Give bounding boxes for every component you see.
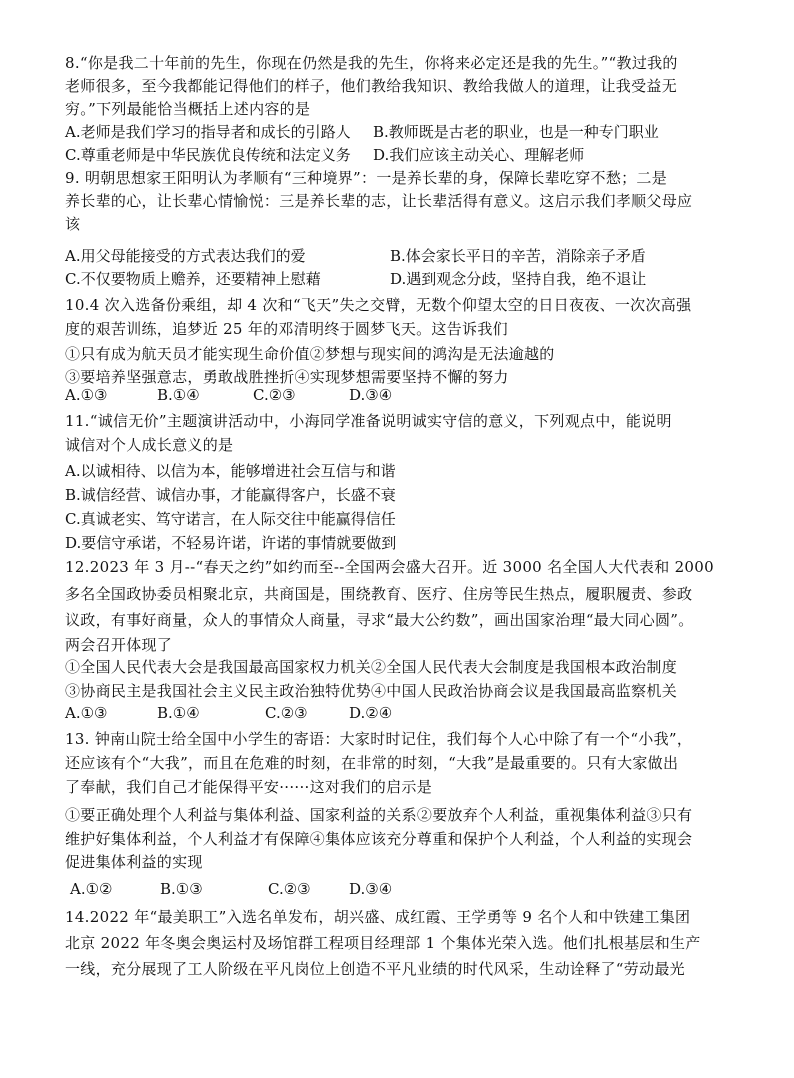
q14-stem-line-2: 北京 2022 年冬奥会奥运村及场馆群工程项目经理部 1 个集体光荣入选。他们扎根基层和生产 xyxy=(65,934,701,952)
q13-stem-line-1: 13. 钟南山院士给全国中小学生的寄语：大家时时记住，我们每个人心中除了有一个“小我”， xyxy=(65,730,693,748)
q10-option-c: C.②③ xyxy=(253,386,296,404)
q12-stem-line-1: 12.2023 年 3 月--“春天之约”如约而至--全国两会盛大召开。近 3000 名全国人大代表和 2000 xyxy=(65,558,714,576)
q12-stem-line-3: 议政，有事好商量，众人的事情众人商量，寻求“最大公约数”，画出国家治理“最大同心圆”。 xyxy=(65,611,694,629)
q11-option-d: D.要信守承诺，不轻易许诺，许诺的事情就要做到 xyxy=(65,534,397,552)
q12-option-c: C.②③ xyxy=(265,704,308,722)
q9-option-d: D.遇到观念分歧，坚持自我，绝不退让 xyxy=(390,270,647,288)
q10-option-b: B.①④ xyxy=(157,386,200,404)
q13-option-a: A.①② xyxy=(70,880,113,898)
q10-stem-line-2: 度的艰苦训练，追梦近 25 年的邓清明终于圆梦飞天。这告诉我们 xyxy=(65,320,508,338)
q9-option-b: B.体会家长平日的辛苦，消除亲子矛盾 xyxy=(390,247,646,265)
q8-option-d: D.我们应该主动关心、理解老师 xyxy=(373,146,585,164)
q13-option-d: D.③④ xyxy=(349,880,393,898)
q13-statements-3: 促进集体利益的实现 xyxy=(65,853,203,871)
q13-statements-2: 维护好集体利益，个人利益才有保障④集体应该充分尊重和保护个人利益，个人利益的实现会 xyxy=(65,830,693,848)
q12-option-b: B.①④ xyxy=(157,704,200,722)
q9-option-c: C.不仅要物质上赡养，还要精神上慰藉 xyxy=(65,270,321,288)
q10-option-a: A.①③ xyxy=(65,386,108,404)
q10-option-d: D.③④ xyxy=(349,386,393,404)
q10-stem-line-1: 10.4 次入选备份乘组，却 4 次和“飞天”失之交臂，无数个仰望太空的日日夜夜、一次次高强 xyxy=(65,296,692,314)
q10-statements-1: ①只有成为航天员才能实现生命价值②梦想与现实间的鸿沟是无法逾越的 xyxy=(65,345,555,363)
q10-statements-2: ③要培养坚强意志，勇敢战胜挫折④实现梦想需要坚持不懈的努力 xyxy=(65,368,509,386)
q11-option-c: C.真诚老实、笃守诺言，在人际交往中能赢得信任 xyxy=(65,510,396,528)
q14-stem-line-3: 一线，充分展现了工人阶级在平凡岗位上创造不平凡业绩的时代风采，生动诠释了“劳动最光 xyxy=(65,960,685,978)
q8-stem-line-2: 老师很多，至今我都能记得他们的样子，他们教给我知识、教给我做人的道理，让我受益无 xyxy=(65,77,678,95)
q11-option-b: B.诚信经营、诚信办事，才能赢得客户，长盛不衰 xyxy=(65,486,396,504)
q8-option-c: C.尊重老师是中华民族优良传统和法定义务 xyxy=(65,146,351,164)
q13-statements-1: ①要正确处理个人利益与集体利益、国家利益的关系②要放弃个人利益，重视集体利益③只有 xyxy=(65,806,693,824)
q13-option-b: B.①③ xyxy=(160,880,203,898)
q9-stem-line-2: 养长辈的心，让长辈心情愉悦：三是养长辈的志，让长辈活得有意义。这启示我们孝顺父母应 xyxy=(65,192,693,210)
q8-stem-line-1: 8.“你是我二十年前的先生，你现在仍然是我的先生，你将来必定还是我的先生。”“教过我的 xyxy=(65,54,678,72)
q12-stem-line-4: 两会召开体现了 xyxy=(65,636,173,654)
q13-option-c: C.②③ xyxy=(268,880,311,898)
q11-stem-line-2: 诚信对个人成长意义的是 xyxy=(65,436,234,454)
q9-stem-line-3: 该 xyxy=(65,215,81,233)
q13-stem-line-3: 了奉献，我们自己才能保得平安······这对我们的启示是 xyxy=(65,778,433,796)
q12-stem-line-2: 多名全国政协委员相聚北京，共商国是，围绕教育、医疗、住房等民生热点，履职履责、参政 xyxy=(65,585,693,603)
q9-option-a: A.用父母能接受的方式表达我们的爱 xyxy=(65,247,306,265)
q12-option-d: D.②④ xyxy=(349,704,393,722)
q12-statements-1: ①全国人民代表大会是我国最高国家权力机关②全国人民代表大会制度是我国根本政治制度 xyxy=(65,658,678,676)
q14-stem-line-1: 14.2022 年“最美职工”入选名单发布，胡兴盛、成红霞、王学勇等 9 名个人和中铁建工集团 xyxy=(65,908,691,926)
q11-option-a: A.以诚相待、以信为本，能够增进社会互信与和谐 xyxy=(65,462,396,480)
q11-stem-line-1: 11.“诚信无价”主题演讲活动中，小海同学准备说明诚实守信的意义，下列观点中，能说明 xyxy=(65,412,672,430)
q8-option-a: A.老师是我们学习的指导者和成长的引路人 xyxy=(65,123,351,141)
q12-statements-2: ③协商民主是我国社会主义民主政治独特优势④中国人民政治协商会议是我国最高监察机关 xyxy=(65,682,678,700)
q12-option-a: A.①③ xyxy=(65,704,108,722)
q8-stem-line-3: 穷。”下列最能恰当概括上述内容的是 xyxy=(65,100,311,118)
q13-stem-line-2: 还应该有个“大我”，而且在危难的时刻，在非常的时刻，“大我”是最重要的。只有大家做出 xyxy=(65,754,679,772)
q8-option-b: B.教师既是古老的职业，也是一种专门职业 xyxy=(373,123,659,141)
q9-stem-line-1: 9. 明朝思想家王阳明认为孝顺有“三种境界”：一是养长辈的身，保障长辈吃穿不愁；二是 xyxy=(65,169,668,187)
